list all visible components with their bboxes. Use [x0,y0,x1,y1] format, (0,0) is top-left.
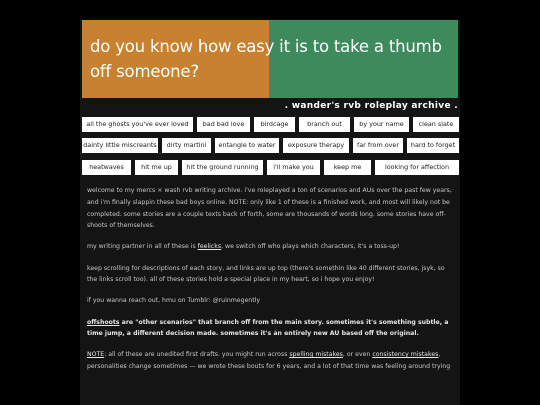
partner-text: my writing partner in all of these is [87,243,198,251]
note-text: , personalities change sometimes — we wrote these bouts for 6 years, and a lot of that time was feeling around trying [87,351,451,371]
tag-link[interactable]: exposure therapy [283,138,349,153]
tag-link[interactable]: looking for affection [375,160,459,175]
tag-link[interactable]: all the ghosts you've ever loved [82,117,193,132]
tag-link[interactable]: bad bad love [197,117,250,132]
tag-link[interactable]: keep me [324,160,371,175]
tag-link[interactable]: dirty martini [162,138,211,153]
note-text: : all of these are unedited first drafts. you might run across [104,351,290,359]
tag-link[interactable]: entangle to water [215,138,279,153]
tag-link[interactable]: i'll make you [267,160,320,175]
archive-panel [80,20,460,405]
welcome-paragraph: welcome to my mercs × wash rvb writing archive. i've roleplayed a ton of scenarios and AUs over the past few years, and i'm finally slappin these bad boys online. NOTE: only like 1 of these is a finished work, and most will likely not be completed. some stories are a couple texts back of forth, some are thousands of words long. some stories have off-shoots of themselves. [87,187,452,230]
tag-link[interactable]: birdcage [254,117,295,132]
tag-link[interactable]: branch out [299,117,350,132]
intro-text [87,185,453,382]
tag-link[interactable]: far from over [353,138,403,153]
spelling-mistakes-link[interactable]: spelling mistakes [289,351,343,359]
tag-link[interactable]: clean slate [413,117,459,132]
tag-link[interactable]: dainty little miscreants [82,138,158,153]
tag-link[interactable]: hit the ground running [182,160,263,175]
consistency-mistakes-link[interactable]: consistency mistakes [372,351,439,359]
tag-link[interactable]: by your name [354,117,409,132]
offshoots-paragraph [87,317,453,341]
partner-text: , we switch off who plays which characters, it's a toss-up! [221,243,400,251]
tag-link[interactable]: heatwaves [82,160,131,175]
tag-link[interactable]: hit me up [135,160,178,175]
scroll-fade [80,387,460,405]
scroll-paragraph: keep scrolling for descriptions of each story, and links are up top (there's somethin like 40 different stories, jsyk, so the links scroll too). all of these stories hold a special place in my heart, so i hope you enjoy! [87,264,445,284]
contact-paragraph: if you wanna reach out, hmu on Tumblr: @ruinmegently [87,297,261,305]
note-paragraph [87,349,453,373]
note-label: NOTE [87,351,105,359]
tag-link[interactable]: hard to forget [407,138,459,153]
offshoots-text: are "other scenarios" that branch off from the main story. sometimes it's something subtle, a time jump, a different decision made. sometimes it's an entirely new AU based off the original. [87,318,449,338]
header-banner [82,20,458,98]
offshoots-term: offshoots [87,318,120,326]
partner-paragraph [87,241,453,253]
note-text: , or even [342,351,373,359]
feelicks-link[interactable]: feelicks [197,243,222,251]
site-subtitle: . wander's rvb roleplay archive . [284,101,458,111]
banner-title: do you know how easy it is to take a thumb off someone? [90,37,442,81]
